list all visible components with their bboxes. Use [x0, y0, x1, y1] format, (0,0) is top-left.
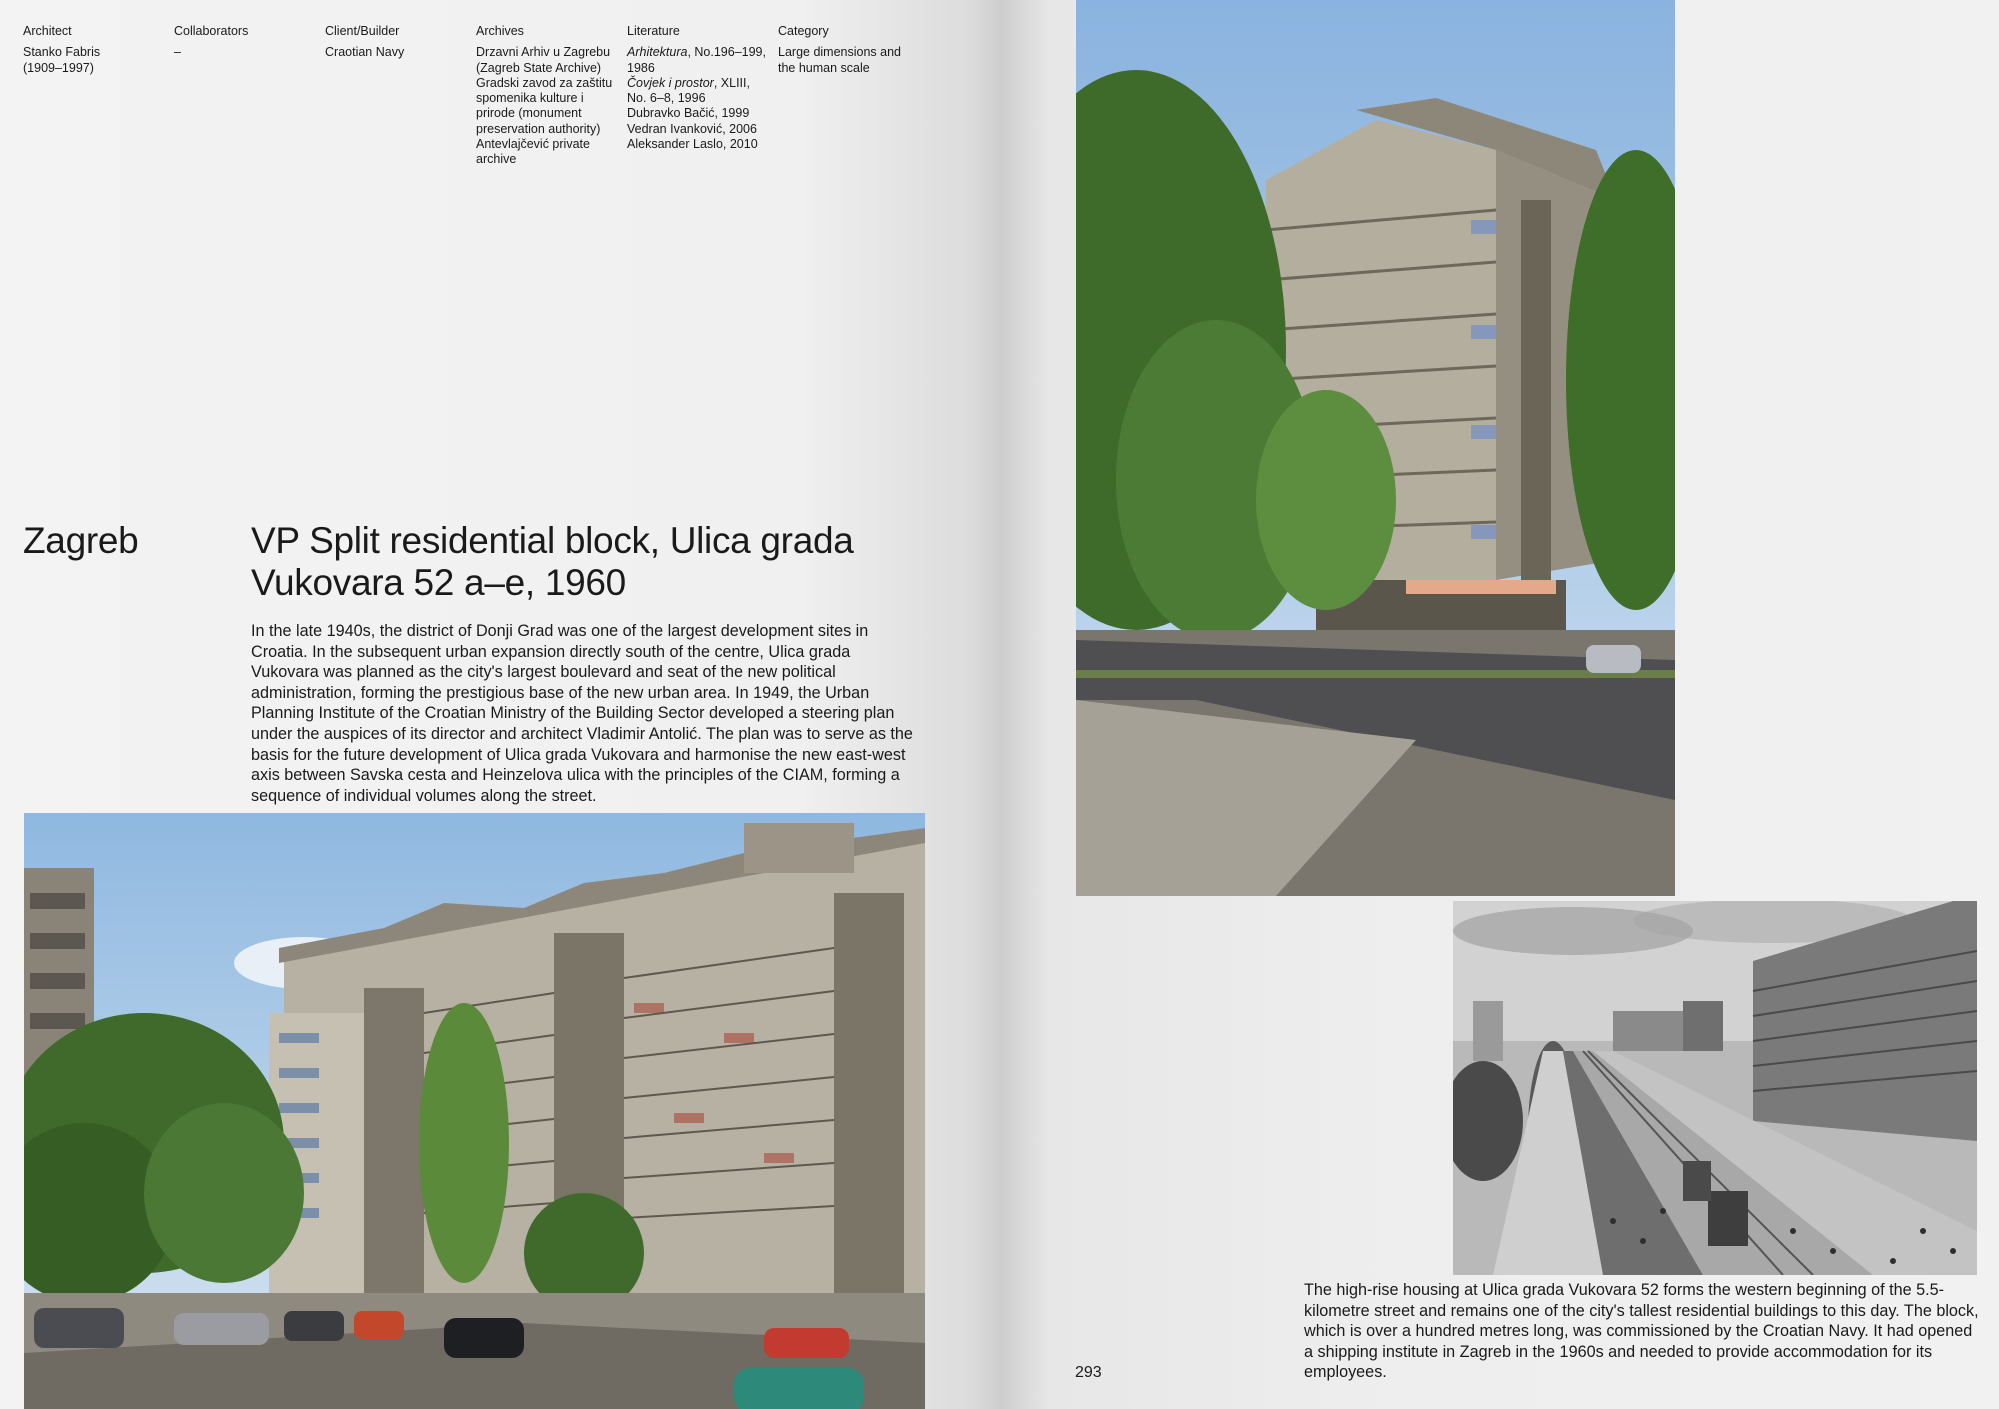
meta-architect-label: Architect [23, 24, 72, 38]
meta-category-value: the human scale [778, 60, 870, 75]
photo-tower-image [1076, 0, 1675, 896]
meta-client-value: Craotian Navy [325, 45, 405, 60]
meta-literature-entry: Vedran Ivanković, 2006 [627, 121, 757, 136]
photo-tower [1076, 0, 1675, 896]
meta-collaborators-value: – [174, 45, 181, 60]
meta-literature [627, 24, 766, 152]
meta-literature-entry: 1986 [627, 60, 655, 75]
photo-caption: The high-rise housing at Ulica grada Vukovara 52 forms the western beginning of the 5.5-kilometre street and remains one of the city's tallest residential buildings to this day. The block, which is over a hundred metres long, was commissioned by the Croatian Navy. It had opened a shipping institute in Zagreb in the 1960s and needed to provide accommodation for its employees. [1304, 1281, 1979, 1382]
meta-archives-label: Archives [476, 24, 524, 38]
meta-archives [476, 24, 612, 168]
meta-archives-value: Antevlajčević private [476, 137, 590, 152]
meta-category-label: Category [778, 24, 829, 38]
meta-literature-label: Literature [627, 24, 680, 38]
meta-category-value: Large dimensions and [778, 45, 901, 60]
photo-historic-boulevard-image [1453, 901, 1977, 1275]
meta-literature-entry: No. 6–8, 1996 [627, 91, 706, 106]
meta-architect [23, 24, 100, 76]
meta-client [325, 24, 404, 61]
meta-archives-value: prirode (monument [476, 106, 582, 121]
meta-archives-value: spomenika kulture i [476, 91, 584, 106]
meta-architect-value: Stanko Fabris [23, 45, 101, 60]
meta-category [778, 24, 901, 76]
meta-collaborators [174, 24, 248, 61]
photo-historic-boulevard [1453, 901, 1977, 1275]
page-title: VP Split residential block, Ulica grada Vukovara 52 a–e, 1960 [251, 520, 854, 603]
meta-architect-value: (1909–1997) [23, 60, 94, 75]
meta-literature-entry: Arhitektura, No.196–199, [627, 45, 766, 60]
meta-archives-value: preservation authority) [476, 121, 601, 136]
meta-archives-value: (Zagreb State Archive) [476, 60, 602, 75]
meta-collaborators-label: Collaborators [174, 24, 249, 38]
meta-literature-entry: Dubravko Bačić, 1999 [627, 106, 750, 121]
meta-archives-value: Drzavni Arhiv u Zagrebu [476, 45, 611, 60]
meta-literature-entry: Čovjek i prostor, XLIII, [627, 75, 750, 90]
city-heading: Zagreb [23, 520, 139, 561]
meta-archives-value: Gradski zavod za zaštitu [476, 75, 613, 90]
photo-residential-block [24, 813, 925, 1409]
intro-paragraph: In the late 1940s, the district of Donji Grad was one of the largest development sites in Croatia. In the subsequent urban expansion directly south of the centre, Ulica grada Vukovara was planned as the city's largest boulevard and seat of the new political administration, forming the prestigious base of the new urban area. In 1949, the Urban Planning Institute of the Croatian Ministry of the Building Sector developed a steering plan under the auspices of its director and architect Vladimir Antolić. The plan was to serve as the basis for the future development of Ulica grada Vukovara and harmonise the new east-west axis between Savska cesta and Heinzelova ulica with the principles of the CIAM, forming a sequence of individual volumes along the street. [251, 622, 913, 805]
photo-residential-block-image [24, 813, 925, 1409]
meta-client-label: Client/Builder [325, 24, 400, 38]
meta-literature-entry: Aleksander Laslo, 2010 [627, 137, 758, 152]
meta-archives-value: archive [476, 152, 517, 167]
page-number: 293 [1075, 1364, 1102, 1381]
